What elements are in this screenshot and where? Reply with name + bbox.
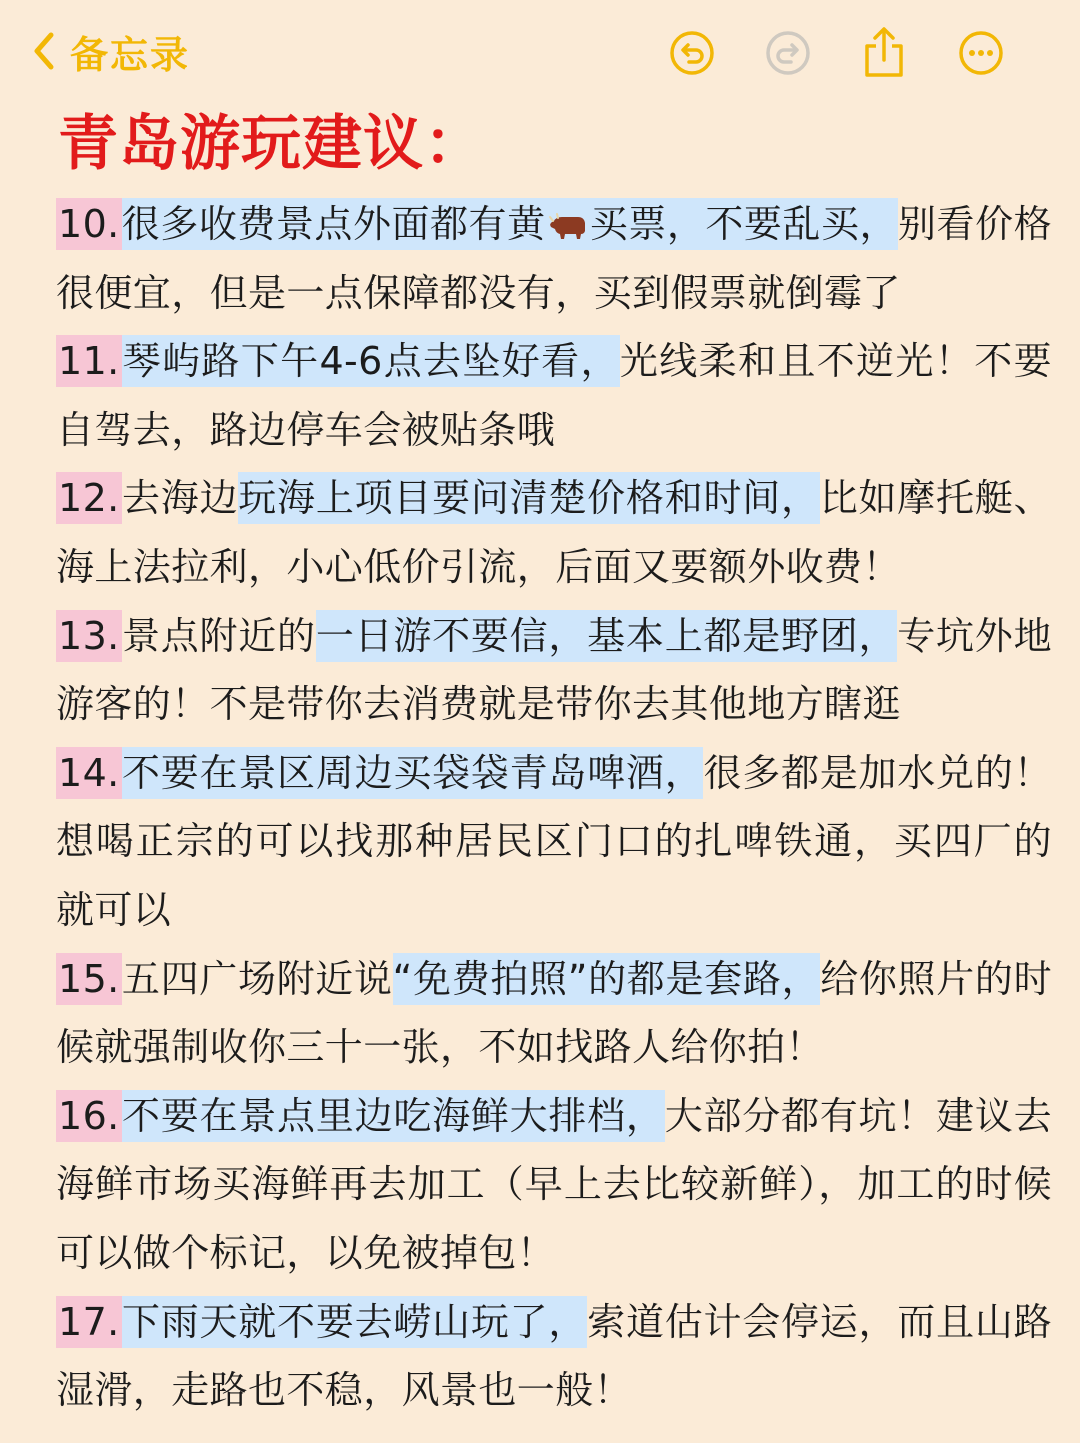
item-number: 12. xyxy=(56,472,122,524)
highlight-text: “免费拍照”的都是套路， xyxy=(393,953,821,1005)
item-number: 14. xyxy=(56,747,122,799)
back-button[interactable] xyxy=(32,24,190,78)
item-number: 15. xyxy=(56,953,122,1005)
item-number: 10. xyxy=(56,198,122,250)
body-text: 给你照片的时候就强制收你三十一张，不如找路人给你拍！ xyxy=(56,956,1052,1070)
bull-icon xyxy=(548,193,588,221)
body-text: 别看价格很便宜，但是一点保障都没有，买到假票就倒霉了 xyxy=(56,202,1053,315)
highlight-text: 不要在景点里边吃海鲜大排档， xyxy=(122,1090,665,1142)
item-number: 13. xyxy=(56,610,122,662)
body-text: 专坑外地游客的！不是带你去消费就是带你去其他地方瞎逛 xyxy=(56,613,1052,727)
body-text: 很多都是加水兑的！想喝正宗的可以找那种居民区门口的扎啤铁通，买四厂的就可以 xyxy=(56,750,1052,932)
highlight-text: 一日游不要信，基本上都是野团， xyxy=(316,610,897,662)
more-icon xyxy=(956,28,1006,78)
chevron-left-icon xyxy=(32,31,56,71)
undo-icon xyxy=(667,28,717,78)
more-button[interactable] xyxy=(956,28,1006,78)
note-title: 青岛游玩建议： xyxy=(58,109,485,179)
tip-item-16 xyxy=(56,1082,1052,1288)
undo-button[interactable] xyxy=(667,28,717,78)
item-number: 11. xyxy=(56,335,122,387)
tip-item-12 xyxy=(56,464,1052,601)
tip-item-14 xyxy=(56,739,1052,945)
body-text: 索道估计会停运，而且山路湿滑，走路也不稳，风景也一般！ xyxy=(56,1299,1052,1413)
share-icon xyxy=(859,24,909,80)
lead-text: 五四广场附近说 xyxy=(121,956,393,1001)
lead-text: 景点附近的 xyxy=(121,613,316,658)
item-number: 17. xyxy=(56,1296,122,1348)
body-text: 光线柔和且不逆光！不要自驾去，路边停车会被贴条哦 xyxy=(56,339,1052,452)
tip-item-15 xyxy=(56,945,1052,1082)
share-button[interactable] xyxy=(859,24,909,80)
navigation-bar xyxy=(0,0,1080,100)
note-body[interactable] xyxy=(56,190,1052,1425)
highlight-text: 琴屿路下午4-6点去坠好看， xyxy=(122,335,620,387)
tip-item-11 xyxy=(56,327,1052,464)
lead-text: 去海边 xyxy=(121,476,239,521)
highlight-text: 很多收费景点外面都有黄 买票，不要乱买， xyxy=(122,198,898,250)
tip-item-17 xyxy=(56,1288,1052,1425)
highlight-text: 不要在景区周边买袋袋青岛啤酒， xyxy=(122,747,704,799)
tip-item-10 xyxy=(56,190,1052,327)
highlight-text: 玩海上项目要问清楚价格和时间， xyxy=(238,472,819,524)
back-label: 备忘录 xyxy=(70,32,191,77)
redo-icon xyxy=(763,28,813,78)
body-text: 大部分都有坑！建议去海鲜市场买海鲜再去加工（早上去比较新鲜），加工的时候可以做个标记，以免被掉包！ xyxy=(56,1093,1052,1275)
redo-button[interactable] xyxy=(763,28,813,78)
item-number: 16. xyxy=(56,1090,122,1142)
tip-item-13 xyxy=(56,602,1052,739)
body-text: 比如摩托艇、海上法拉利，小心低价引流，后面又要额外收费！ xyxy=(56,476,1052,589)
highlight-text: 下雨天就不要去崂山玩了， xyxy=(122,1296,588,1348)
